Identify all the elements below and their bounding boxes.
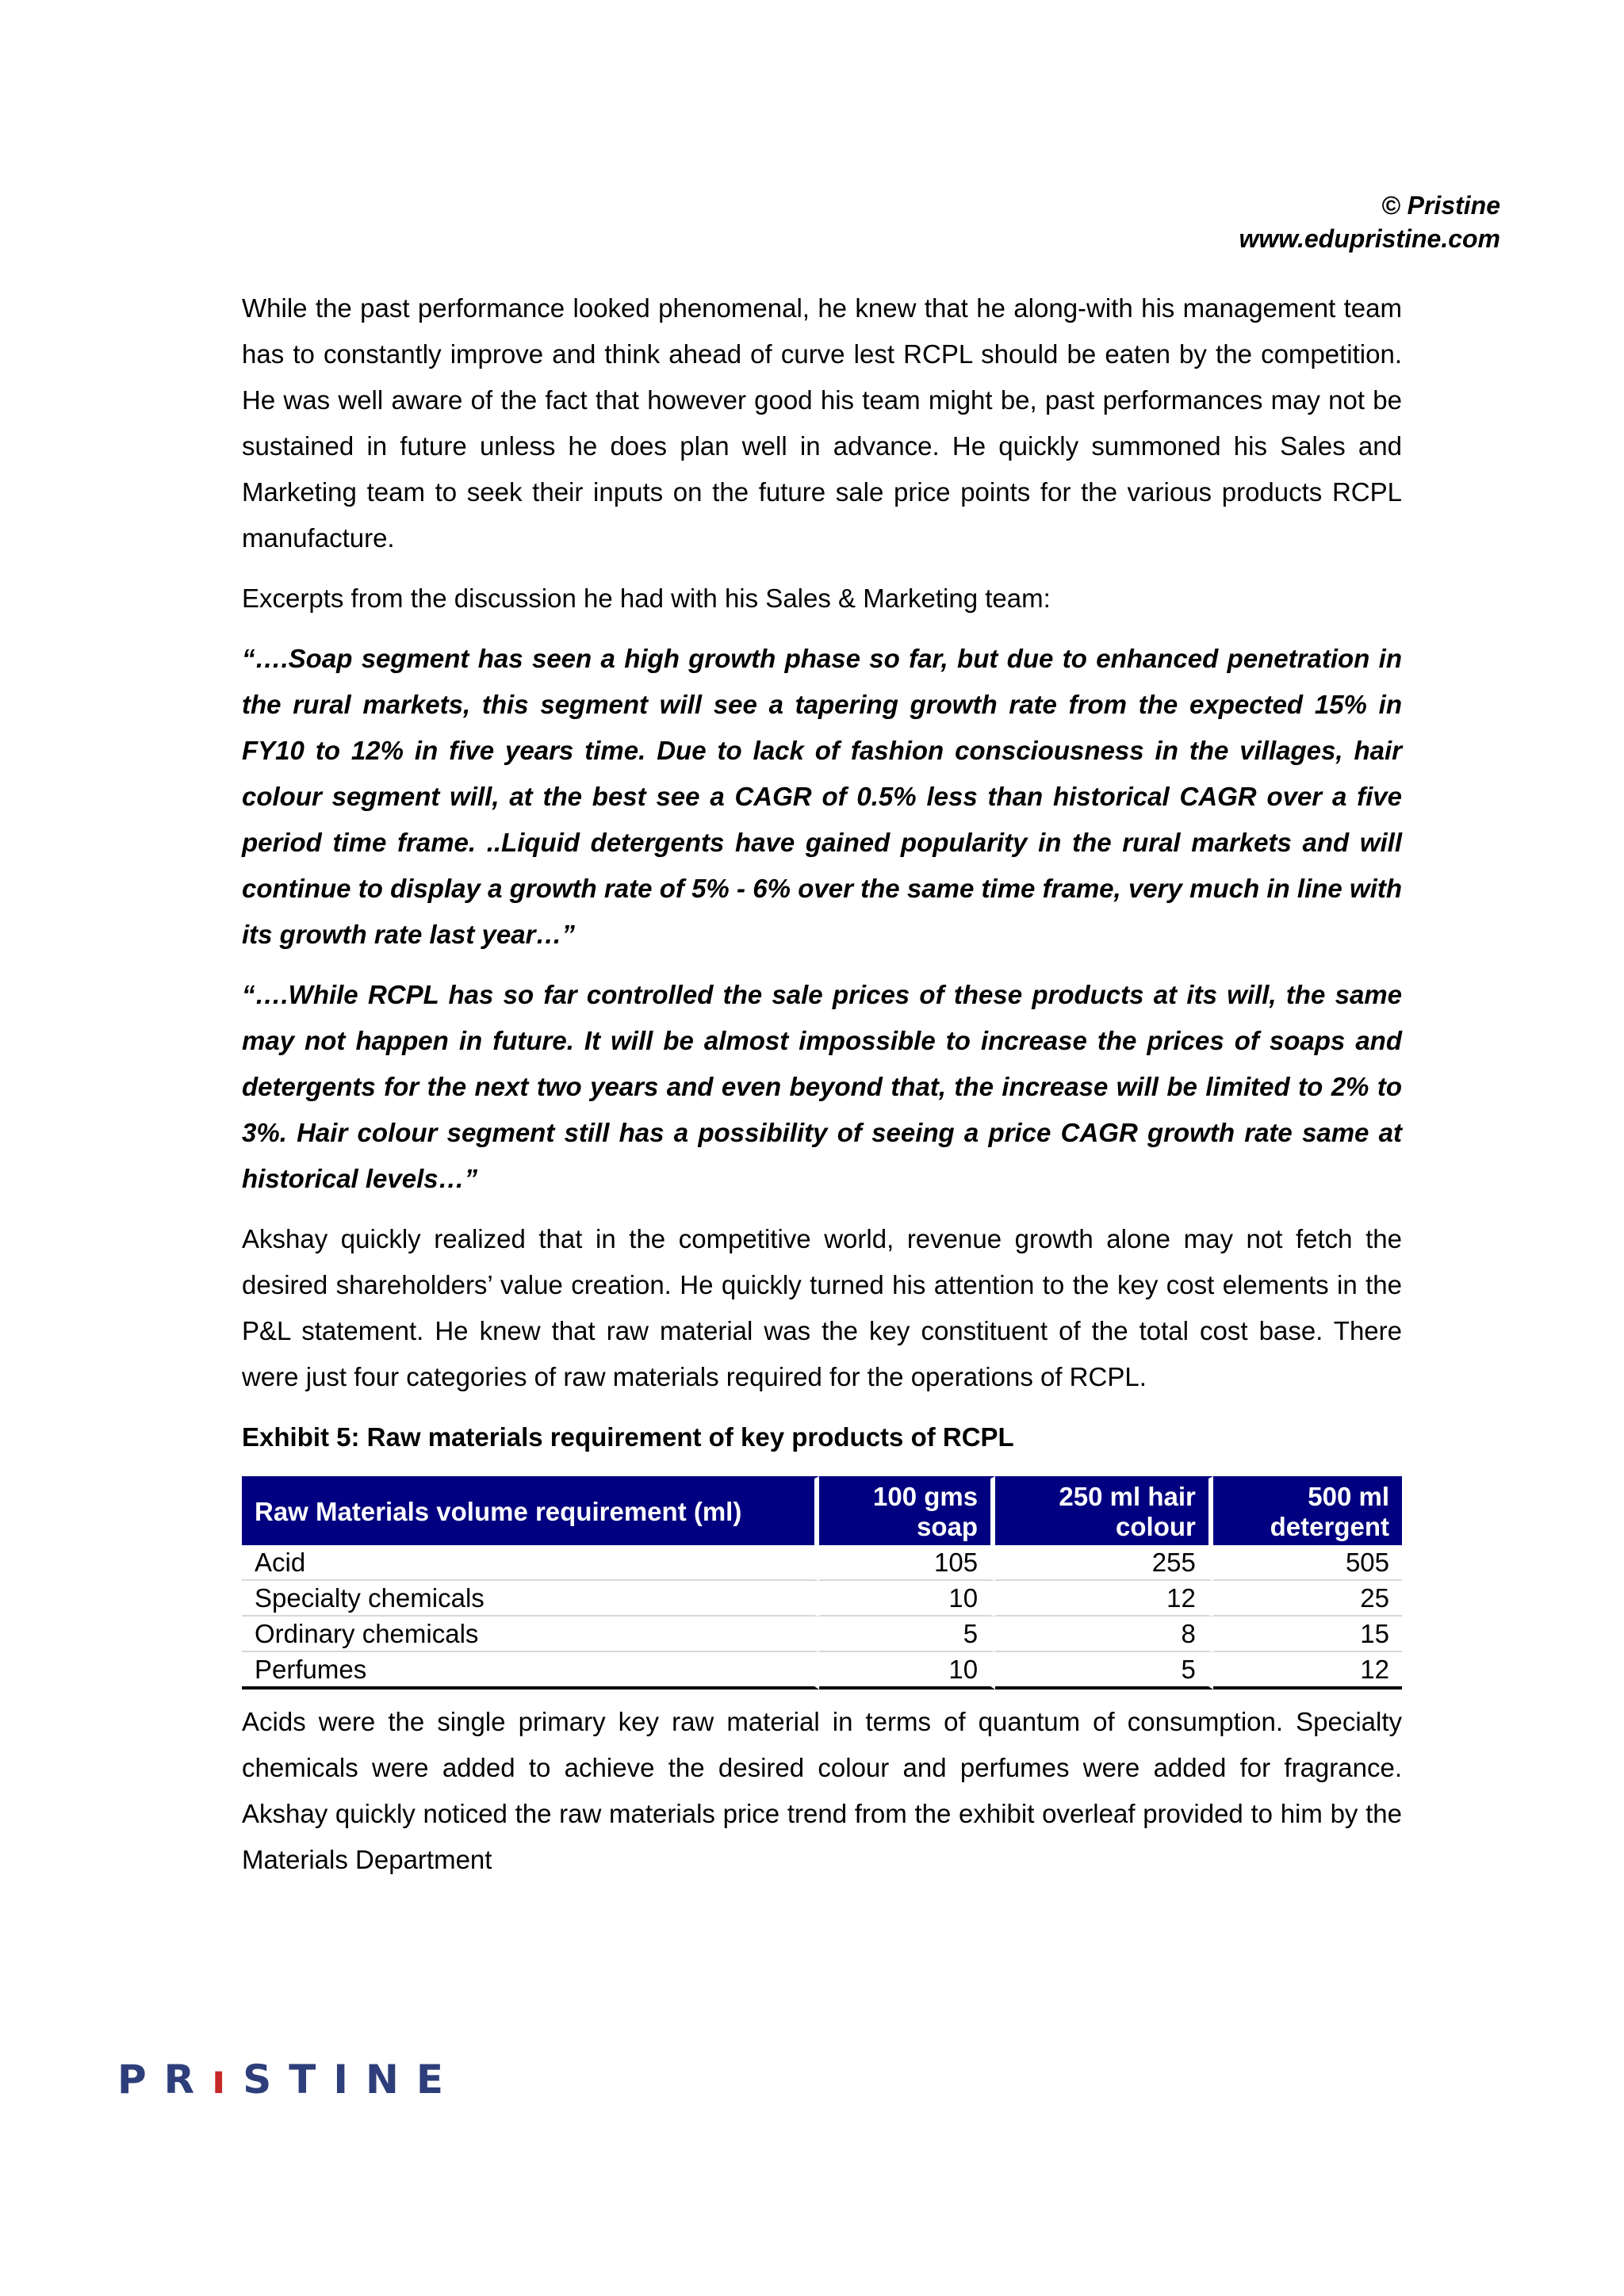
- cell-value: 12: [995, 1581, 1213, 1617]
- header-raw-materials: Raw Materials volume requirement (ml): [242, 1476, 819, 1545]
- page-header: [1239, 189, 1500, 255]
- cell-value: 8: [995, 1617, 1213, 1652]
- header-hair-colour-line1: 250 ml hair: [1059, 1482, 1196, 1511]
- row-label: Specialty chemicals: [242, 1581, 819, 1617]
- table-header-row: [242, 1476, 1402, 1545]
- table-row: [242, 1545, 1402, 1581]
- row-label: Ordinary chemicals: [242, 1617, 819, 1652]
- header-hair-colour: [995, 1476, 1213, 1545]
- raw-materials-table: [242, 1476, 1402, 1689]
- cell-value: 25: [1213, 1581, 1402, 1617]
- cell-value: 5: [819, 1617, 995, 1652]
- logo-suffix: STINE: [243, 2057, 462, 2103]
- table-row: [242, 1617, 1402, 1652]
- cell-value: 5: [995, 1652, 1213, 1689]
- cell-value: 15: [1213, 1617, 1402, 1652]
- table-row: [242, 1652, 1402, 1689]
- logo-i: ı: [212, 2057, 243, 2103]
- cell-value: 505: [1213, 1545, 1402, 1581]
- header-detergent-line2: detergent: [1270, 1512, 1389, 1541]
- header-soap-line2: soap: [917, 1512, 979, 1541]
- table-row: [242, 1581, 1402, 1617]
- quote-sales-prices: “….While RCPL has so far controlled the sale prices of these products at its will, the same may not happen in future. It will be almost impossible to increase the prices of soaps and detergents for the next two years and even beyond that, the increase will be limited to 2% to 3%. Hair colour segment still has a possibility of seeing a price CAGR growth rate same at historical levels…”: [242, 980, 1402, 1193]
- logo-prefix: PR: [117, 2057, 213, 2103]
- paragraph-acids: Acids were the single primary key raw material in terms of quantum of consumption. Specialty chemicals were added to achieve the desired colour and perfumes were added for fragrance. Akshay quickly noticed the raw materials price trend from the exhibit overleaf provided to him by the Materials Department: [242, 1707, 1402, 1874]
- cell-value: 255: [995, 1545, 1213, 1581]
- header-detergent: [1213, 1476, 1402, 1545]
- page-content: [242, 285, 1402, 1897]
- cell-value: 10: [819, 1652, 995, 1689]
- cell-value: 10: [819, 1581, 995, 1617]
- paragraph-cost-elements: Akshay quickly realized that in the competitive world, revenue growth alone may not fetch the desired shareholders’ value creation. He quickly turned his attention to the key cost elements in the P&L statement. He knew that raw material was the key constituent of the total cost base. There were just four categories of raw materials required for the operations of RCPL.: [242, 1224, 1402, 1391]
- row-label: Acid: [242, 1545, 819, 1581]
- pristine-logo: [117, 2057, 461, 2103]
- header-detergent-line1: 500 ml: [1308, 1482, 1389, 1511]
- header-soap: [819, 1476, 995, 1545]
- paragraph-intro: While the past performance looked phenomenal, he knew that he along-with his management team has to constantly improve and think ahead of curve lest RCPL should be eaten by the competition. He was well aware of the fact that however good his team might be, past performances may not be sustained in future unless he does plan well in advance. He quickly summoned his Sales and Marketing team to seek their inputs on the future sale price points for the various products RCPL manufacture.: [242, 293, 1402, 553]
- header-hair-colour-line2: colour: [1116, 1512, 1196, 1541]
- copyright-text: © Pristine: [1381, 191, 1500, 220]
- quote-sales-growth: “….Soap segment has seen a high growth phase so far, but due to enhanced penetration in the rural markets, this segment will see a tapering growth rate from the expected 15% in FY10 to 12% in five years time. Due to lack of fashion consciousness in the villages, hair colour segment will, at the best see a CAGR of 0.5% less than historical CAGR over a five period time frame. ..Liquid detergents have gained popularity in the rural markets and will continue to display a growth rate of 5% - 6% over the same time frame, very much in line with its growth rate last year…”: [242, 644, 1402, 949]
- row-label: Perfumes: [242, 1652, 819, 1689]
- exhibit-title: Exhibit 5: Raw materials requirement of key products of RCPL: [242, 1422, 1014, 1452]
- paragraph-excerpts-intro: Excerpts from the discussion he had with his Sales & Marketing team:: [242, 584, 1051, 613]
- website-link[interactable]: www.edupristine.com: [1239, 224, 1500, 253]
- header-soap-line1: 100 gms: [873, 1482, 979, 1511]
- cell-value: 105: [819, 1545, 995, 1581]
- cell-value: 12: [1213, 1652, 1402, 1689]
